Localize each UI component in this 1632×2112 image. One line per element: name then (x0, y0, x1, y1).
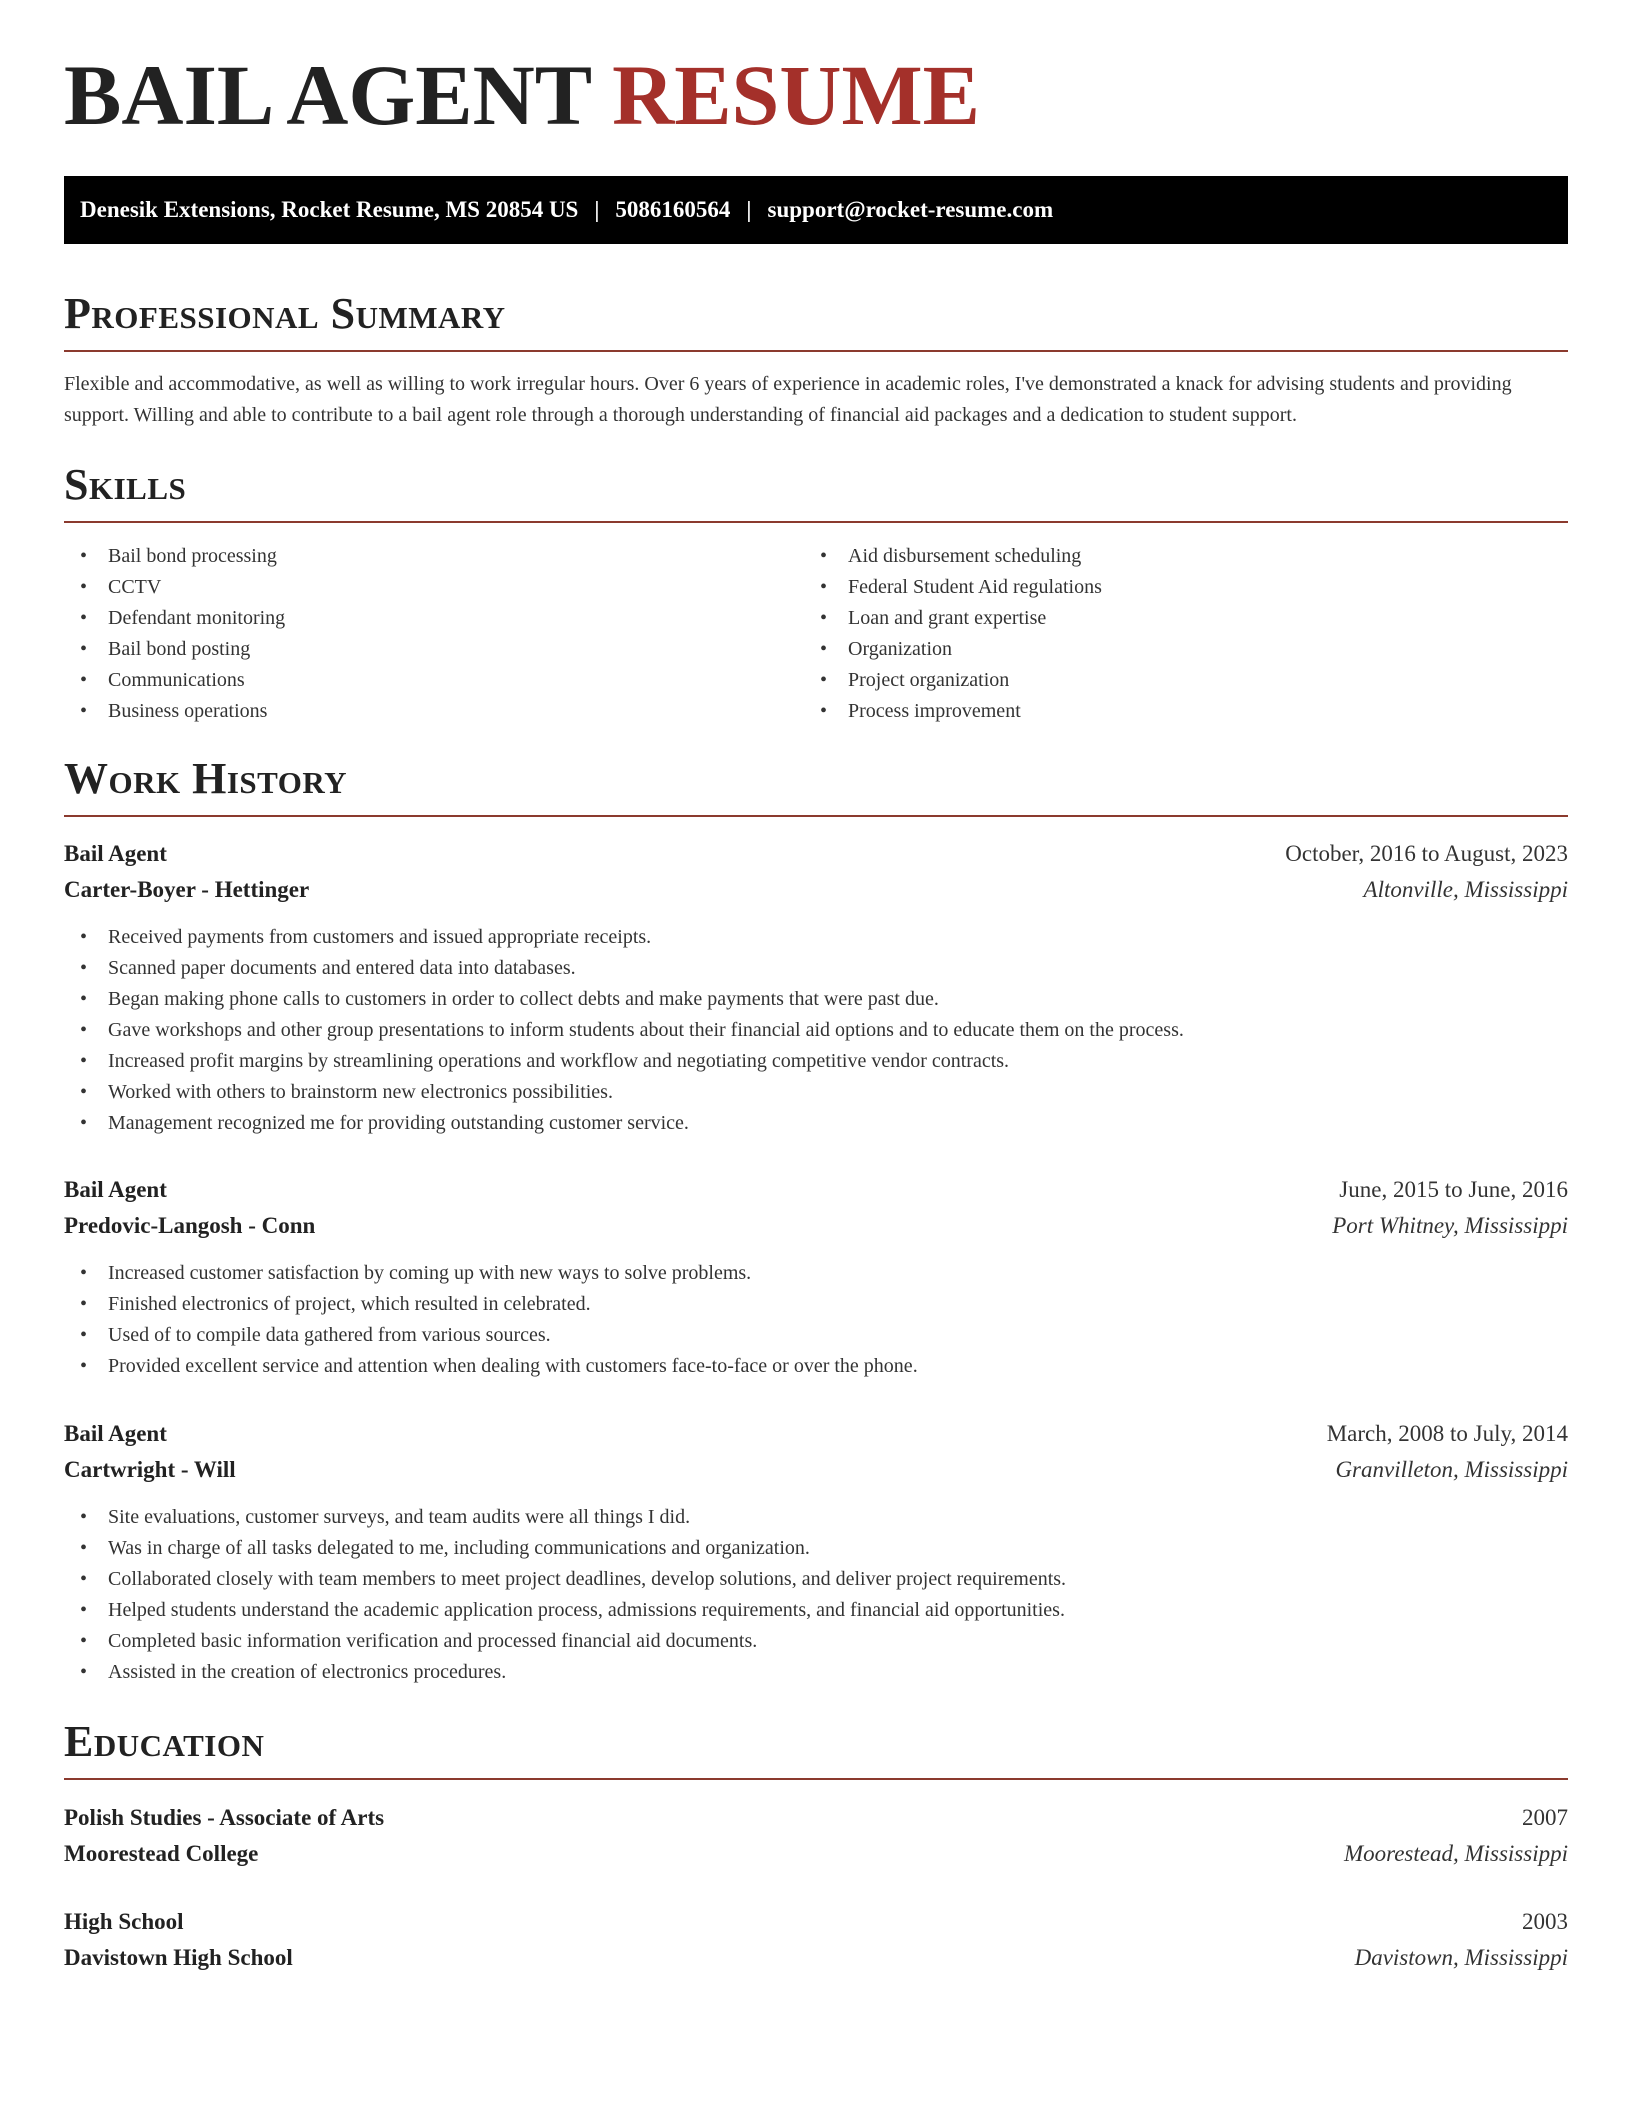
title-part-1: BAIL AGENT (64, 47, 591, 143)
job-company-row (64, 1452, 1568, 1488)
job-company: Cartwright - Will (64, 1457, 236, 1482)
skill-item: • Process improvement (804, 696, 1544, 727)
job-bullet: • Helped students understand the academic application process, admissions requirements, and financial aid opportunities. (64, 1595, 1568, 1626)
summary-text: Flexible and accommodative, as well as willing to work irregular hours. Over 6 years of experience in academic roles, I've demonstrated a knack for advising students and providing support. Willing and able to contribute to a bail agent role through a thorough understanding of financial aid packages and a dedication to student support. (64, 373, 1512, 426)
job-title: Bail Agent (64, 1177, 167, 1202)
contact-separator: | (594, 197, 600, 222)
job-bullet: • Was in charge of all tasks delegated to me, including communications and organization. (64, 1533, 1568, 1564)
skill-item: • Bail bond posting (64, 634, 804, 665)
education-heading (64, 1717, 1568, 1780)
skill-item: • Business operations (64, 696, 804, 727)
job-title-row (64, 1172, 1568, 1208)
job-location: Altonville, Mississippi (1363, 877, 1568, 902)
job-company-row (64, 872, 1568, 908)
job-bullet: • Began making phone calls to customers in order to collect debts and make payments that were past due. (64, 984, 1568, 1015)
job-location: Granvilleton, Mississippi (1335, 1457, 1568, 1482)
education-location: Davistown, Mississippi (1354, 1945, 1568, 1970)
education-school: Davistown High School (64, 1945, 293, 1970)
skills-column-right (804, 541, 1544, 727)
job-bullet: • Site evaluations, customer surveys, and team audits were all things I did. (64, 1502, 1568, 1533)
job-bullet: • Gave workshops and other group presentations to inform students about their financial aid options and to educate them on the process. (64, 1015, 1568, 1046)
job-bullet: • Received payments from customers and issued appropriate receipts. (64, 922, 1568, 953)
job-company: Predovic-Langosh - Conn (64, 1213, 316, 1238)
job-bullet: • Assisted in the creation of electronics procedures. (64, 1657, 1568, 1688)
job-dates: October, 2016 to August, 2023 (1285, 841, 1568, 866)
contact-bar (64, 176, 1568, 244)
job-bullet: • Provided excellent service and attention when dealing with customers face-to-face or over the phone. (64, 1351, 1568, 1382)
skill-item: • Communications (64, 665, 804, 696)
education-school: Moorestead College (64, 1841, 259, 1866)
job-company-row (64, 1208, 1568, 1244)
summary-heading (64, 289, 1568, 352)
job-bullet: • Used of to compile data gathered from various sources. (64, 1320, 1568, 1351)
job-bullet: • Collaborated closely with team members to meet project deadlines, develop solutions, and deliver project requirements. (64, 1564, 1568, 1595)
skills-column-left (64, 541, 804, 727)
job-bullet: • Worked with others to brainstorm new electronics possibilities. (64, 1077, 1568, 1108)
work-history-heading-text: Work History (64, 754, 348, 803)
skills-heading (64, 460, 1568, 523)
work-history-heading (64, 754, 1568, 817)
skill-item: • Federal Student Aid regulations (804, 572, 1544, 603)
skill-item: • Loan and grant expertise (804, 603, 1544, 634)
job-location: Port Whitney, Mississippi (1332, 1213, 1568, 1238)
education-year: 2007 (1522, 1805, 1568, 1830)
job-bullets (64, 1258, 1568, 1382)
education-degree: Polish Studies - Associate of Arts (64, 1805, 385, 1830)
title-part-2: RESUME (612, 47, 981, 143)
job-title: Bail Agent (64, 1421, 167, 1446)
skill-item: • Organization (804, 634, 1544, 665)
education-degree-row (64, 1800, 1568, 1836)
contact-phone: 5086160564 (615, 197, 731, 222)
job-title-row (64, 1416, 1568, 1452)
job-dates: March, 2008 to July, 2014 (1326, 1421, 1568, 1446)
education-location: Moorestead, Mississippi (1343, 1841, 1568, 1866)
education-degree: High School (64, 1909, 184, 1934)
education-heading-text: Education (64, 1717, 265, 1766)
skills-list (64, 541, 1568, 727)
job-bullet: • Increased profit margins by streamlining operations and workflow and negotiating competitive vendor contracts. (64, 1046, 1568, 1077)
skill-item: • Bail bond processing (64, 541, 804, 572)
education-school-row (64, 1940, 1568, 1976)
job-bullet: • Scanned paper documents and entered data into databases. (64, 953, 1568, 984)
job-bullet: • Finished electronics of project, which resulted in celebrated. (64, 1289, 1568, 1320)
skill-item: • CCTV (64, 572, 804, 603)
job-bullet: • Management recognized me for providing outstanding customer service. (64, 1108, 1568, 1139)
job-title-row (64, 836, 1568, 872)
education-degree-row (64, 1904, 1568, 1940)
contact-separator: | (746, 197, 752, 222)
job-dates: June, 2015 to June, 2016 (1339, 1177, 1568, 1202)
resume-title (64, 47, 981, 143)
job-bullets (64, 922, 1568, 1139)
contact-address: Denesik Extensions, Rocket Resume, MS 20854 US (80, 197, 579, 222)
skill-item: • Project organization (804, 665, 1544, 696)
summary-heading-text: Professional Summary (64, 289, 506, 338)
job-bullet: • Completed basic information verification and processed financial aid documents. (64, 1626, 1568, 1657)
job-company: Carter-Boyer - Hettinger (64, 877, 310, 902)
education-school-row (64, 1836, 1568, 1872)
job-bullet: • Increased customer satisfaction by coming up with new ways to solve problems. (64, 1258, 1568, 1289)
job-bullets (64, 1502, 1568, 1688)
job-title: Bail Agent (64, 841, 167, 866)
skills-heading-text: Skills (64, 460, 187, 509)
skill-item: • Defendant monitoring (64, 603, 804, 634)
skill-item: • Aid disbursement scheduling (804, 541, 1544, 572)
education-year: 2003 (1522, 1909, 1568, 1934)
contact-email[interactable]: support@rocket-resume.com (767, 197, 1054, 222)
